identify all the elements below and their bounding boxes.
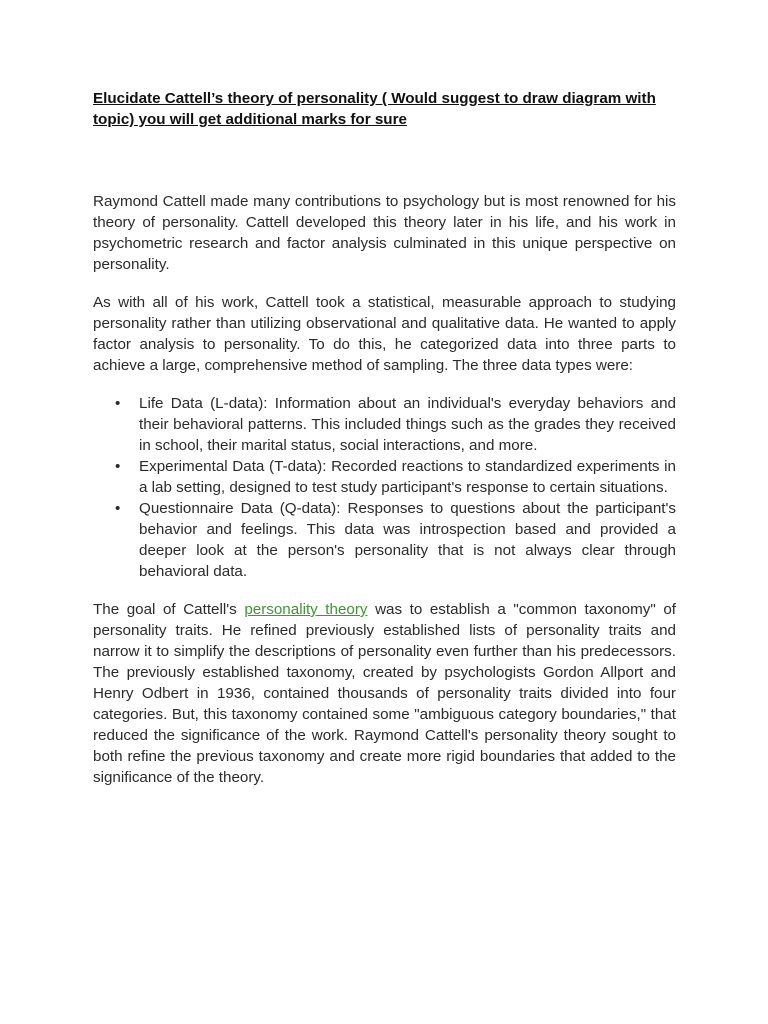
document-page xyxy=(93,88,676,788)
paragraph-goal-start: The goal of Cattell's xyxy=(93,601,245,618)
personality-theory-link[interactable]: personality theory xyxy=(244,601,368,618)
list-item-t-data xyxy=(93,456,676,498)
paragraph-intro: Raymond Cattell made many contributions to psychology but is most renowned for his theory of personality. Cattell developed this theory later in his life, and his work in psychometric research and factor analysis culminated in this unique perspective on personality. xyxy=(93,193,676,273)
paragraph-approach: As with all of his work, Cattell took a statistical, measurable approach to studying personality rather than utilizing observational and qualitative data. He wanted to apply factor analysis to personality. To do this, he categorized data into three parts to achieve a large, comprehensive method of sampling. The three data types were: xyxy=(93,294,676,374)
list-item-text: Experimental Data (T-data): Recorded reactions to standardized experiments in a lab setting, designed to test study participant's response to certain situations. xyxy=(139,458,676,496)
data-types-list xyxy=(93,393,676,582)
list-item-l-data xyxy=(93,393,676,456)
bullet-icon: • xyxy=(115,458,121,475)
paragraph-goal-rest: was to establish a "common taxonomy" of personality traits. He refined previously established lists of personality traits and narrow it to simplify the descriptions of personality even further than his predecessors. The previously established taxonomy, created by psychologists Gordon Allport and Henry Odbert in 1936, contained thousands of personality traits divided into four categories. But, this taxonomy contained some "ambiguous category boundaries," that reduced the significance of the work. Raymond Cattell's personality theory sought to both refine the previous taxonomy and create more rigid boundaries that added to the significance of the theory. xyxy=(93,601,676,786)
list-item-text: Life Data (L-data): Information about an individual's everyday behaviors and their behavioral patterns. This included things such as the grades they received in school, their marital status, social interactions, and more. xyxy=(139,395,676,454)
paragraph-goal xyxy=(93,599,676,788)
bullet-icon: • xyxy=(115,500,121,517)
list-item-q-data xyxy=(93,498,676,582)
page-title: Elucidate Cattell’s theory of personality ( Would suggest to draw diagram with topic) you will get additional marks for sure xyxy=(93,90,656,128)
list-item-text: Questionnaire Data (Q-data): Responses to questions about the participant's behavior and feelings. This data was introspection based and provided a deeper look at the person's personality that is not always clear through behavioral data. xyxy=(139,500,676,580)
bullet-icon: • xyxy=(115,395,121,412)
